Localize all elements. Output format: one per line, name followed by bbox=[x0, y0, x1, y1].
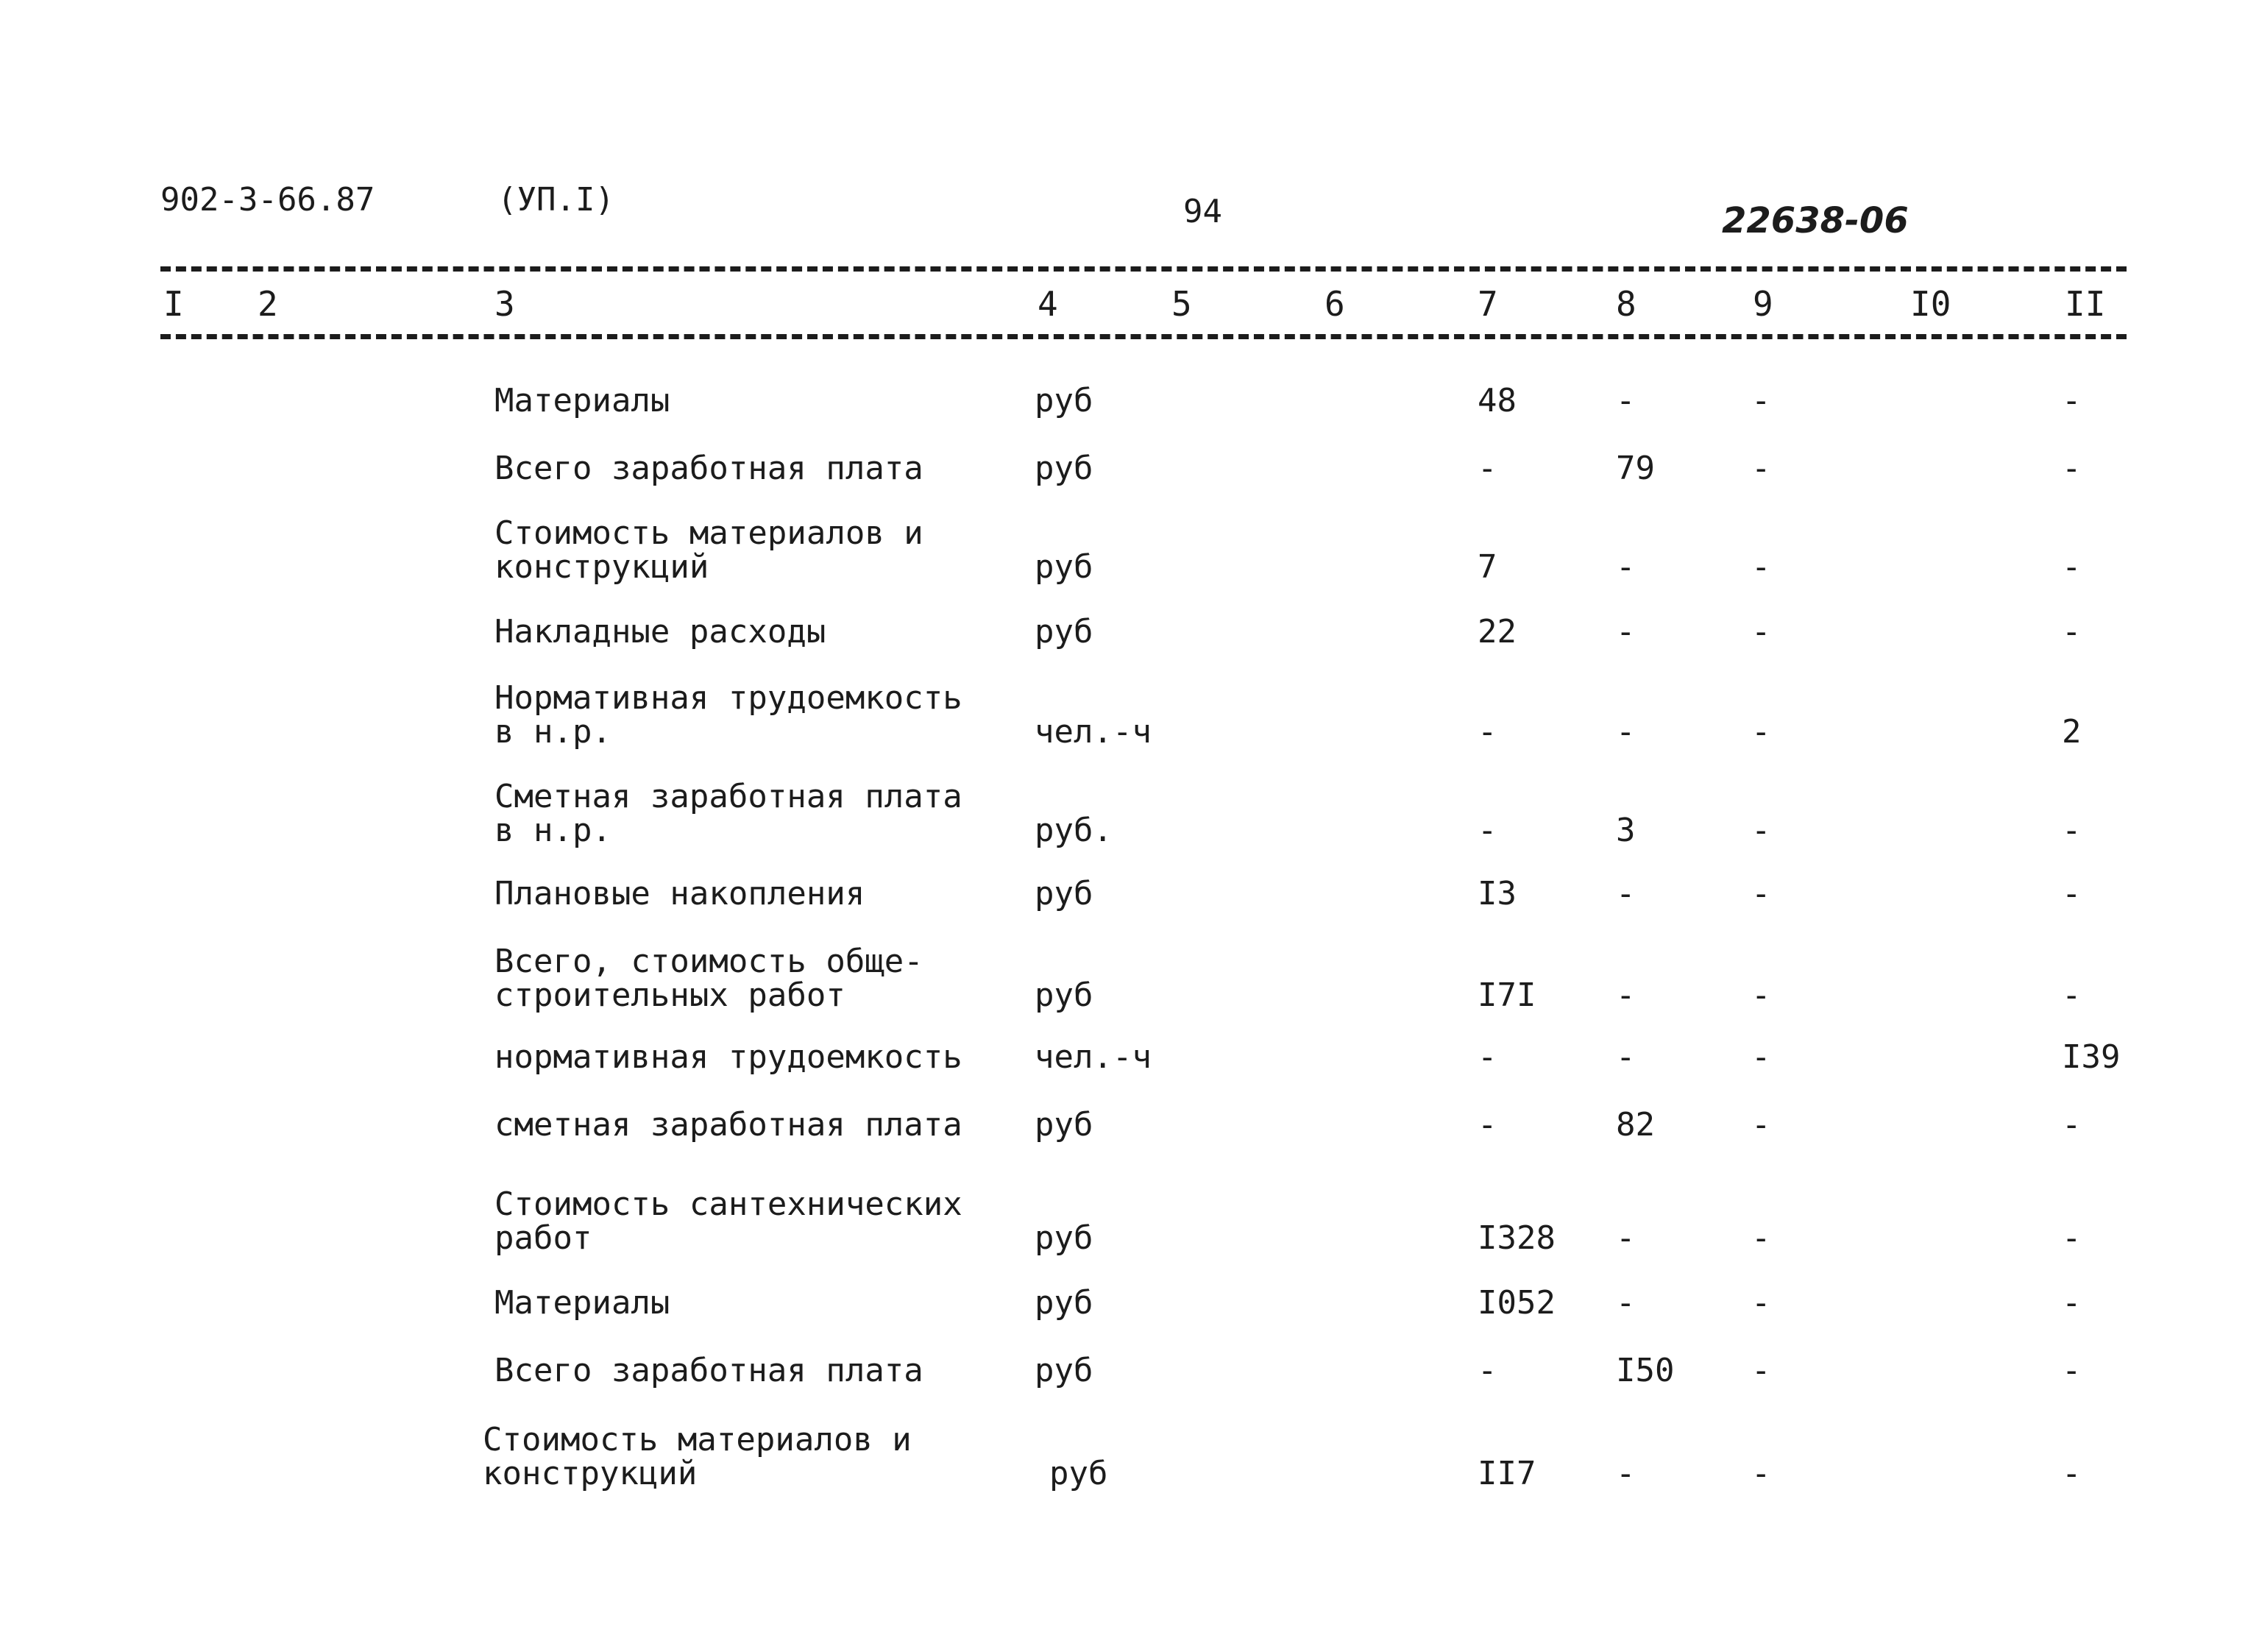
col9-value: - bbox=[1751, 613, 1771, 650]
col9-value: - bbox=[1751, 812, 1771, 849]
col9-value: - bbox=[1751, 1455, 1771, 1492]
column-number: 8 bbox=[1616, 284, 1636, 324]
col8-value: - bbox=[1616, 1038, 1636, 1076]
col8-value: 3 bbox=[1616, 812, 1636, 849]
col7-value: - bbox=[1478, 1352, 1497, 1389]
col11-value: - bbox=[2062, 450, 2082, 487]
col8-value: - bbox=[1616, 1219, 1636, 1257]
col9-value: - bbox=[1751, 450, 1771, 487]
col8-value: - bbox=[1616, 1455, 1636, 1492]
col9-value: - bbox=[1751, 713, 1771, 751]
col7-value: 7 bbox=[1478, 548, 1497, 586]
description-line: Стоимость материалов и bbox=[494, 514, 923, 552]
row-unit: руб bbox=[1035, 875, 1093, 912]
col7-value: - bbox=[1478, 713, 1497, 751]
row-unit: чел.-ч bbox=[1035, 713, 1152, 751]
col11-value: - bbox=[2062, 613, 2082, 650]
row-unit: руб bbox=[1035, 450, 1093, 487]
column-number: I bbox=[163, 284, 184, 324]
col11-value: - bbox=[2062, 1352, 2082, 1389]
row-unit: руб bbox=[1035, 613, 1093, 650]
description-line: Всего, стоимость обще- bbox=[494, 943, 923, 980]
col11-value: - bbox=[2062, 382, 2082, 419]
description-line: работ bbox=[494, 1219, 592, 1257]
col7-value: I328 bbox=[1478, 1219, 1556, 1257]
col8-value: - bbox=[1616, 875, 1636, 912]
col11-value: I39 bbox=[2062, 1038, 2121, 1076]
column-number: I0 bbox=[1910, 284, 1951, 324]
row-unit: руб bbox=[1035, 382, 1093, 419]
column-number: II bbox=[2065, 284, 2106, 324]
row-unit: руб bbox=[1035, 1352, 1093, 1389]
description-line: в н.р. bbox=[494, 812, 611, 849]
col7-value: II7 bbox=[1478, 1455, 1536, 1492]
column-number: 3 bbox=[494, 284, 515, 324]
col11-value: - bbox=[2062, 1455, 2082, 1492]
col8-value: - bbox=[1616, 382, 1636, 419]
col11-value: - bbox=[2062, 548, 2082, 586]
description-line: Стоимость материалов и bbox=[483, 1421, 912, 1458]
column-number: 4 bbox=[1038, 284, 1058, 324]
col8-value: I50 bbox=[1616, 1352, 1675, 1389]
description-line: Материалы bbox=[494, 1284, 670, 1322]
row-description bbox=[483, 1423, 912, 1491]
column-number: 7 bbox=[1478, 284, 1498, 324]
row-unit: руб bbox=[1035, 1106, 1093, 1144]
col9-value: - bbox=[1751, 382, 1771, 419]
section-label: (УП.I) bbox=[497, 181, 614, 219]
col9-value: - bbox=[1751, 976, 1771, 1014]
row-unit: руб bbox=[1035, 548, 1093, 586]
col9-value: - bbox=[1751, 1352, 1771, 1389]
col11-value: - bbox=[2062, 976, 2082, 1014]
col7-value: - bbox=[1478, 1038, 1497, 1076]
col8-value: - bbox=[1616, 548, 1636, 586]
description-line: Всего заработная плата bbox=[494, 1352, 923, 1389]
col8-value: - bbox=[1616, 1284, 1636, 1322]
col9-value: - bbox=[1751, 548, 1771, 586]
col11-value: 2 bbox=[2062, 713, 2082, 751]
row-unit: руб bbox=[1049, 1455, 1108, 1492]
col7-value: 22 bbox=[1478, 613, 1517, 650]
col7-value: 48 bbox=[1478, 382, 1517, 419]
document-code: 902-3-66.87 bbox=[160, 181, 375, 219]
col7-value: I052 bbox=[1478, 1284, 1556, 1322]
row-unit: руб. bbox=[1035, 812, 1113, 849]
col7-value: I7I bbox=[1478, 976, 1536, 1014]
col8-value: - bbox=[1616, 713, 1636, 751]
column-number: 6 bbox=[1324, 284, 1345, 324]
row-unit: руб bbox=[1035, 1219, 1093, 1257]
description-line: в н.р. bbox=[494, 713, 611, 751]
column-number: 9 bbox=[1753, 284, 1773, 324]
col11-value: - bbox=[2062, 1284, 2082, 1322]
col11-value: - bbox=[2062, 1106, 2082, 1144]
col8-value: - bbox=[1616, 976, 1636, 1014]
col9-value: - bbox=[1751, 875, 1771, 912]
description-line: Нормативная трудоемкость bbox=[494, 679, 962, 717]
description-line: Сметная заработная плата bbox=[494, 778, 962, 815]
description-line: Плановые накопления bbox=[494, 875, 865, 912]
description-line: сметная заработная плата bbox=[494, 1106, 962, 1144]
col11-value: - bbox=[2062, 1219, 2082, 1257]
description-line: Всего заработная плата bbox=[494, 450, 923, 487]
row-unit: чел.-ч bbox=[1035, 1038, 1152, 1076]
row-unit: руб bbox=[1035, 976, 1093, 1014]
description-line: нормативная трудоемкость bbox=[494, 1038, 962, 1076]
description-line: Стоимость сантехнических bbox=[494, 1185, 962, 1223]
col9-value: - bbox=[1751, 1219, 1771, 1257]
col9-value: - bbox=[1751, 1106, 1771, 1144]
col8-value: 79 bbox=[1616, 450, 1655, 487]
col7-value: I3 bbox=[1478, 875, 1517, 912]
description-line: конструкций bbox=[494, 548, 709, 586]
column-number: 5 bbox=[1171, 284, 1192, 324]
col7-value: - bbox=[1478, 1106, 1497, 1144]
description-line: строительных работ bbox=[494, 976, 845, 1014]
col9-value: - bbox=[1751, 1284, 1771, 1322]
col9-value: - bbox=[1751, 1038, 1771, 1076]
col7-value: - bbox=[1478, 450, 1497, 487]
column-number: 2 bbox=[258, 284, 278, 324]
description-line: Накладные расходы bbox=[494, 613, 826, 650]
col7-value: - bbox=[1478, 812, 1497, 849]
col8-value: - bbox=[1616, 613, 1636, 650]
description-line: конструкций bbox=[483, 1455, 698, 1492]
description-line: Материалы bbox=[494, 382, 670, 419]
archive-number: 22638-06 bbox=[1722, 200, 1909, 241]
col11-value: - bbox=[2062, 875, 2082, 912]
row-unit: руб bbox=[1035, 1284, 1093, 1322]
col11-value: - bbox=[2062, 812, 2082, 849]
page-number: 94 bbox=[1183, 193, 1222, 230]
col8-value: 82 bbox=[1616, 1106, 1655, 1144]
